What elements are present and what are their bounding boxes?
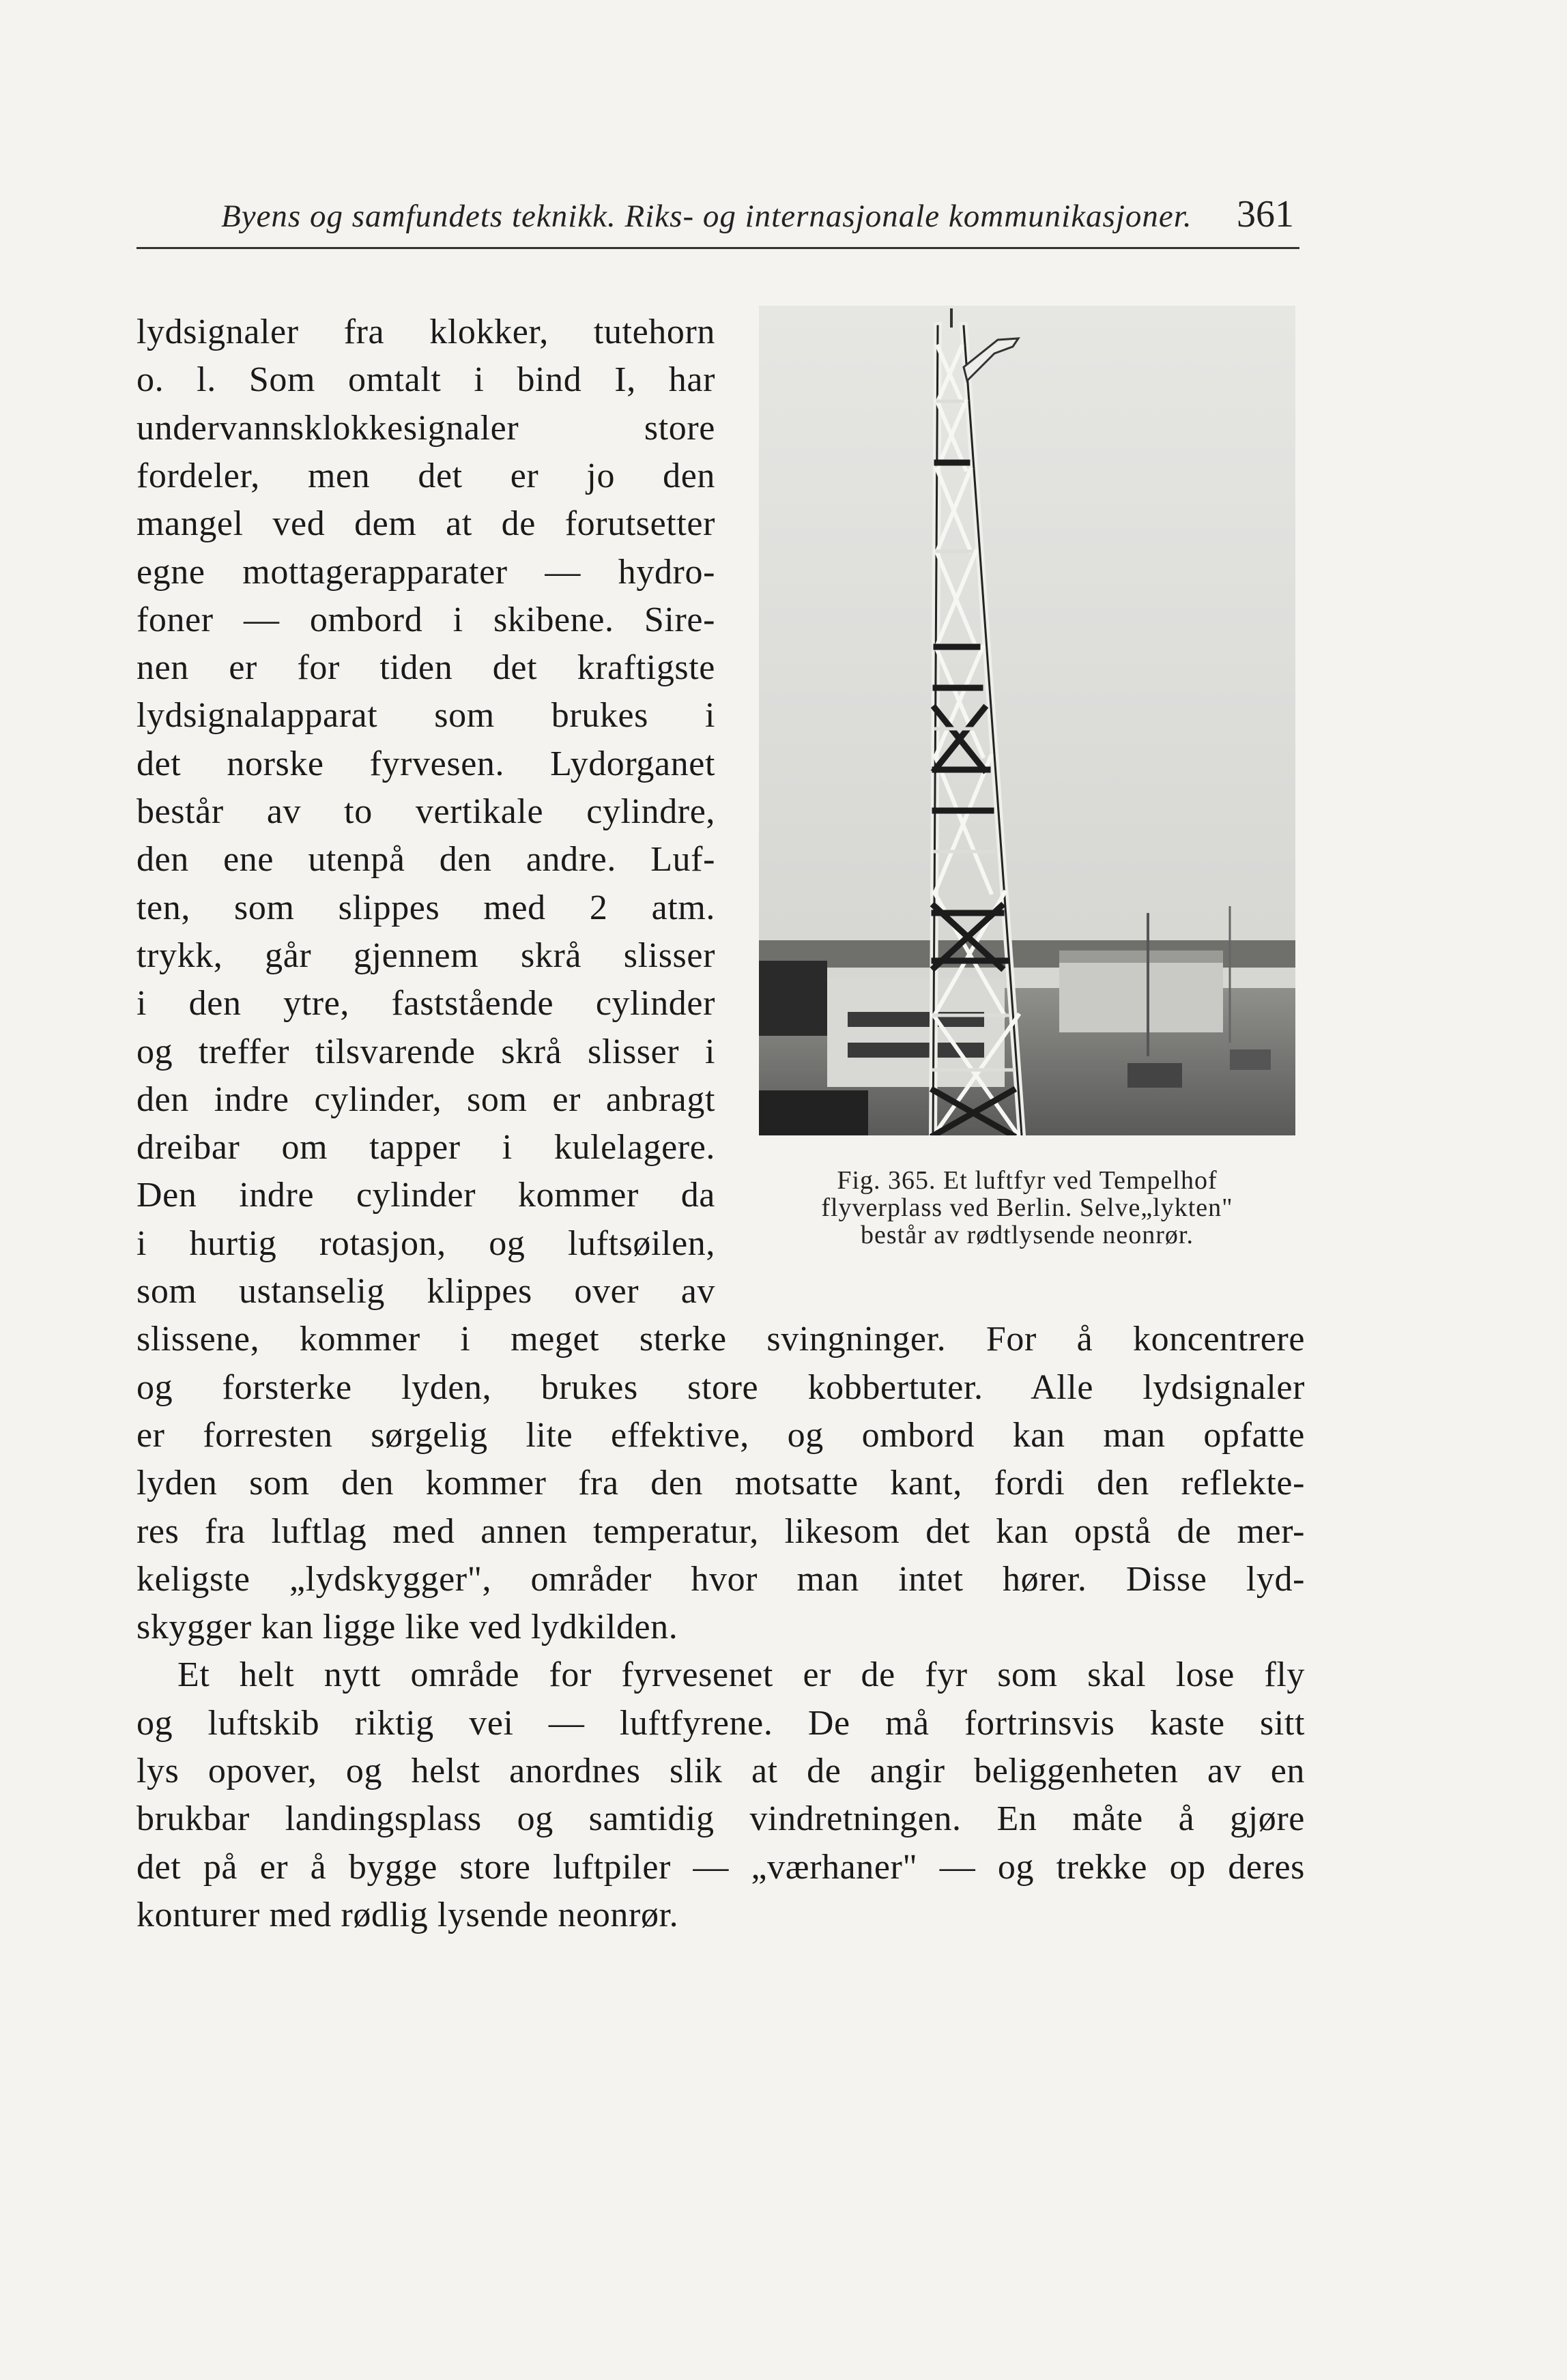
body-text-line: o. l. Som omtalt i bind I, har xyxy=(136,360,715,399)
dark-building xyxy=(759,961,827,1036)
body-text-line: brukbar landingsplass og samtidig vindretningen. En måte å gjøre xyxy=(136,1799,1305,1838)
body-text-line: det norske fyrvesen. Lydorganet xyxy=(136,744,715,783)
body-text-line: nen er for tiden det kraftigste xyxy=(136,648,715,687)
body-text-line: den ene utenpå den andre. Luf- xyxy=(136,840,715,879)
body-text-line: som ustanselig klippes over av xyxy=(136,1272,715,1311)
caption-line: består av rødtlysende neonrør. xyxy=(861,1221,1194,1249)
page-number: 361 xyxy=(1237,193,1294,235)
body-text-line: keligste „lydskygger", områder hvor man intet hører. Disse lyd- xyxy=(136,1560,1305,1599)
figure-caption xyxy=(751,1167,1304,1249)
body-text-line: og treffer tilsvarende skrå slisser i xyxy=(136,1032,715,1071)
body-text-line: det på er å bygge store luftpiler — „værhaner" — og trekke op deres xyxy=(136,1848,1305,1887)
body-text-line: foner — ombord i skibene. Sire- xyxy=(136,600,715,639)
vehicle xyxy=(1127,1063,1182,1088)
body-text-line: og luftskib riktig vei — luftfyrene. De må fortrinsvis kaste sitt xyxy=(136,1704,1305,1743)
caption-line: Fig. 365. Et luftfyr ved Tempelhof xyxy=(837,1166,1218,1195)
body-text-line: lydsignaler fra klokker, tutehorn xyxy=(136,313,715,351)
body-text-line: res fra luftlag med annen temperatur, likesom det kan opstå de mer- xyxy=(136,1512,1305,1551)
body-text-line: ten, som slippes med 2 atm. xyxy=(136,888,715,927)
body-text-line: slissene, kommer i meget sterke svingninger. For å koncentrere xyxy=(136,1320,1305,1359)
body-text-line: egne mottagerapparater — hydro- xyxy=(136,553,715,592)
body-text-line: trykk, går gjennem skrå slisser xyxy=(136,936,715,975)
body-text-line: Den indre cylinder kommer da xyxy=(136,1176,715,1215)
body-text-line: i hurtig rotasjon, og luftsøilen, xyxy=(136,1224,715,1263)
body-text-line: Et helt nytt område for fyrvesenet er de fyr som skal lose fly xyxy=(177,1655,1305,1694)
figure-photo xyxy=(759,306,1295,1135)
body-text-line: i den ytre, fastståendе cylinder xyxy=(136,984,715,1023)
luftfyr-tower-photo xyxy=(759,306,1295,1135)
body-text-line: den indre cylinder, som er anbragt xyxy=(136,1080,715,1119)
body-text-line: mangel ved dem at de forutsetter xyxy=(136,504,715,543)
body-text-line: lydsignalapparat som brukes i xyxy=(136,696,715,735)
body-text-line: lys opover, og helst anordnes slik at de angir beliggenheten av en xyxy=(136,1752,1305,1790)
body-text-line: og forsterke lyden, brukes store kobbertuter. Alle lydsignaler xyxy=(136,1368,1305,1407)
body-text-line: dreibar om tapper i kulelagere. xyxy=(136,1128,715,1167)
body-text-line: er forresten sørgelig lite effektive, og ombord kan man opfatte xyxy=(136,1416,1305,1455)
body-text-line: undervannsklokkesignaler store xyxy=(136,409,715,448)
body-text-line: fordeler, men det er jo den xyxy=(136,456,715,495)
body-text-line: består av to vertikale cylindre, xyxy=(136,792,715,831)
body-text-line: skygger kan ligge like ved lydkilden. xyxy=(136,1608,678,1646)
running-head xyxy=(136,192,1299,249)
running-head-title: Byens og samfundets teknikk. Riks- og internasjonale kommunikasjoner. xyxy=(221,199,1192,234)
body-text-line: konturer med rødlig lysende neonrør. xyxy=(136,1896,679,1934)
body-text-line: lyden som den kommer fra den motsatte kant, fordi den reflekte- xyxy=(136,1464,1305,1503)
caption-line: flyverplass ved Berlin. Selve„lykten" xyxy=(821,1193,1233,1222)
